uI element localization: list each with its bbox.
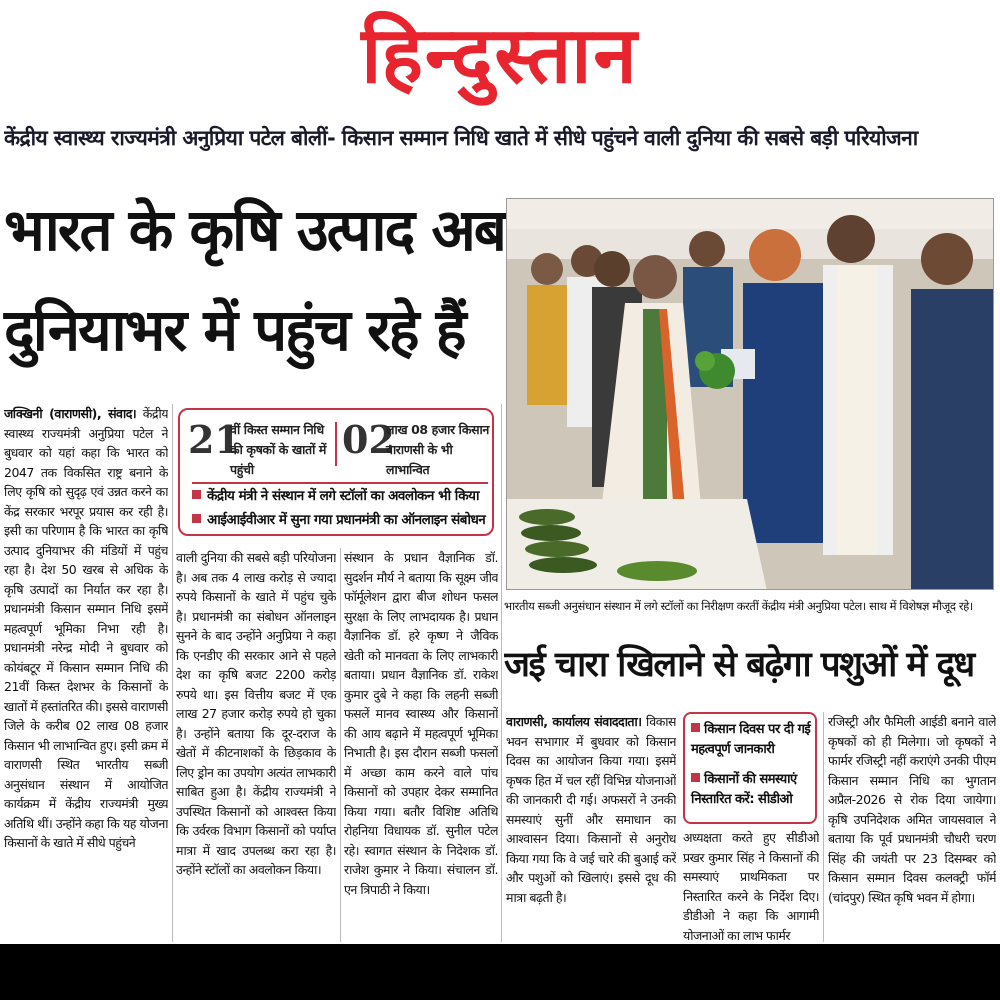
fact-divider (335, 422, 337, 466)
column-rule (172, 404, 173, 942)
highlight-item: केंद्रीय मंत्री ने संस्थान में लगे स्टॉलों का अवलोकन भी किया (192, 482, 488, 506)
article-column: वाली दुनिया की सबसे बड़ी परियोजना है। अब तक 4 लाख करोड़ से ज्यादा रुपये किसानों के खाते में पहुंच चुके है। प्रधानमंत्री का संबोधन ऑनलाइन सुनने के बाद उन्होंने अनुप्रिया ने कहा कि एनडीए की सरकार आने से पहले देश का कृषि बजट 2200 करोड़ रुपये था। इस वित्तीय बजट में एक लाख 27 हजार करोड़ रुपये हो चुका है। उन्होंने बताया कि दूर-दराज के खेतों में कीटनाशकों के छिड़काव के लिए ड्रोन का उपयोग अत्यंत लाभकारी साबित हुआ है। केंद्रीय राज्यमंत्री ने उपस्थित किसानों को आश्वस्त किया कि उर्वरक विभाग किसानों को पर्याप्त मात्रा में खाद उपलब्ध करा रहा है। उन्होंने स्टॉलों का अवलोकन किया। (176, 550, 336, 877)
main-headline-line-1: भारत के कृषि उत्पाद अब (4, 196, 505, 264)
column-rule (340, 548, 341, 942)
article-dateline: जक्खिनी (वाराणसी), संवाद। (4, 406, 137, 421)
article-column: रजिस्ट्री और फैमिली आईडी बनाने वाले कृषकों को ही मिलेगा। जो कृषकों ने फार्मर रजिस्ट्री नहीं कराएंगे उनकी पीएम किसान सम्मान निधि का भुगतान अप्रैल-2026 से रोक दिया जायेगा। कृषि उपनिदेशक अमित जायसवाल ने बताया कि पूर्व प्रधानमंत्री चौधरी चरण सिंह की जयंती पर 23 दिसम्बर को किसान सम्मान दिवस कलक्ट्री फॉर्म (चांदपुर) स्थित कृषि भवन में होगा। (828, 714, 996, 905)
kicker-line: केंद्रीय स्वास्थ्य राज्यमंत्री अनुप्रिया पटेल बोलीं- किसान सम्मान निधि खाते में सीधे पहुंचने वाली दुनिया की सबसे बड़ी परियोजना (4, 126, 918, 150)
article-column (506, 712, 676, 942)
article-column: संस्थान के प्रधान वैज्ञानिक डॉ. सुदर्शन मौर्य ने बताया कि सूक्ष्म जीव फॉर्मूलेशन द्वारा बीज शोधन फसल सुरक्षा के लिए लाभदायक है। प्रधान वैज्ञानिक डॉ. हरे कृष्ण ने जैविक खेती को मानवता के लिए लाभकारी बताया। प्रधान वैज्ञानिक डॉ. राकेश कुमार दुबे ने कहा कि लहनी सब्जी फसलें मानव स्वास्थ्य और किसानों की आय बढ़ाने में महत्वपूर्ण भूमिका निभाती है। इस दौरान सब्जी फसलों में अच्छा काम करने वाले पांच किसानों को उपहार देकर सम्मानित किया गया। बतौर विशिष्ट अतिथि रोहनिया विधायक डॉ. सुनील पटेल रहे। स्वागत संस्थान के निदेशक डॉ. राजेश कुमार ने किया। संचालन डॉ. एन त्रिपाठी ने किया। (344, 550, 498, 897)
fact-number: 02 (342, 417, 395, 462)
article-column (4, 404, 168, 942)
fact-text: लाख 08 हजार किसान वाराणसी के भी लाभान्वित (386, 422, 489, 477)
article-dateline: वाराणसी, कार्यालय संवाददाता। (506, 714, 642, 729)
bottom-bar (0, 944, 1000, 1000)
photo-caption: भारतीय सब्जी अनुसंधान संस्थान में लगे स्टॉलों का निरीक्षण करतीं केंद्रीय मंत्री अनुप्रिया पटेल। साथ में विशेषज्ञ मौजूद रहे। (504, 599, 973, 613)
newspaper-masthead: हिन्दुस्तान (361, 10, 639, 101)
highlight-item: किसानों की समस्याएं निस्तारित करें: सीडीओ (691, 770, 815, 810)
news-photo-illustration (507, 199, 994, 590)
highlight-box (178, 408, 494, 536)
main-headline-line-2: दुनियाभर में पहुंच रहे हैं (4, 296, 465, 364)
article-body-text: केंद्रीय स्वास्थ्य राज्यमंत्री अनुप्रिया पटेल ने बुधवार को यहां कहा कि भारत को 2047 तक विकसित राष्ट्र बनाने के लिए कृषि को सुदृढ़ एवं उन्नत करने का केंद्र सरकार भरपूर प्रयास कर रही है। इसी का परिणाम है कि भारत का कृषि उत्पाद दुनियाभर की मंडियों में पहुंच रहा है। देश 50 खरब से अधिक के कृषि उत्पादों का निर्यात कर रहा है। प्रधानमंत्री किसान सम्मान निधि इसमें महत्वपूर्ण भूमिका निभा रही है। प्रधानमंत्री नरेन्द्र मोदी ने बुधवार को कोयंबटूर में किसान सम्मान निधि की 21वीं किस्त देशभर के किसानों के खातों में हस्तांतरित की। इससे वाराणसी जिले के करीब 02 लाख 08 हजार किसान भी लाभान्वित हुए। इसी क्रम में वाराणसी स्थित भारतीय सब्जी अनुसंधान संस्थान में आयोजित कार्यक्रम में केंद्रीय राज्यमंत्री मुख्य अतिथि थीं। उन्होंने कहा कि यह योजना किसानों के खाते में सीधे पहुंचने (4, 406, 168, 850)
highlight-item: किसान दिवस पर दी गई महत्वपूर्ण जानकारी (691, 720, 815, 760)
fact-text: वीं किस्त सम्मान निधि की कृषकों के खातों में पहुंची (230, 422, 327, 477)
article-column: अध्यक्षता करते हुए सीडीओ प्रखर कुमार सिंह ने किसानों की समस्याएं प्राथमिकता पर निस्तारित करने के निर्देश दिए। डीडीओ ने कहा कि आगामी योजनाओं का लाभ फार्मर (683, 830, 819, 942)
main-headline (4, 180, 504, 390)
highlight-box (683, 712, 817, 824)
second-headline: जई चारा खिलाने से बढ़ेगा पशुओं में दूध (504, 645, 974, 685)
fact-number: 21 (188, 417, 241, 462)
article-body-text: विकास भवन सभागार में बुधवार को किसान दिवस का आयोजन किया गया। इसमें कृषक हित में चल रहीं विभिन्न योजनाओं की जानकारी दी गई। अफसरों ने उनकी समस्याएं सुनीं और समाधान का आश्वासन दिया। किसानों से अनुरोध किया गया कि वे जई चारे की बुआई करें और पशुओं को खिलाएं। इससे दूध की मात्रा बढ़ती है। (506, 714, 676, 905)
news-photo (506, 198, 994, 590)
column-rule (823, 712, 824, 942)
highlight-item: आईआईवीआर में सुना गया प्रधानमंत्री का ऑनलाइन संबोधन (192, 508, 488, 532)
section-rule (501, 404, 502, 942)
